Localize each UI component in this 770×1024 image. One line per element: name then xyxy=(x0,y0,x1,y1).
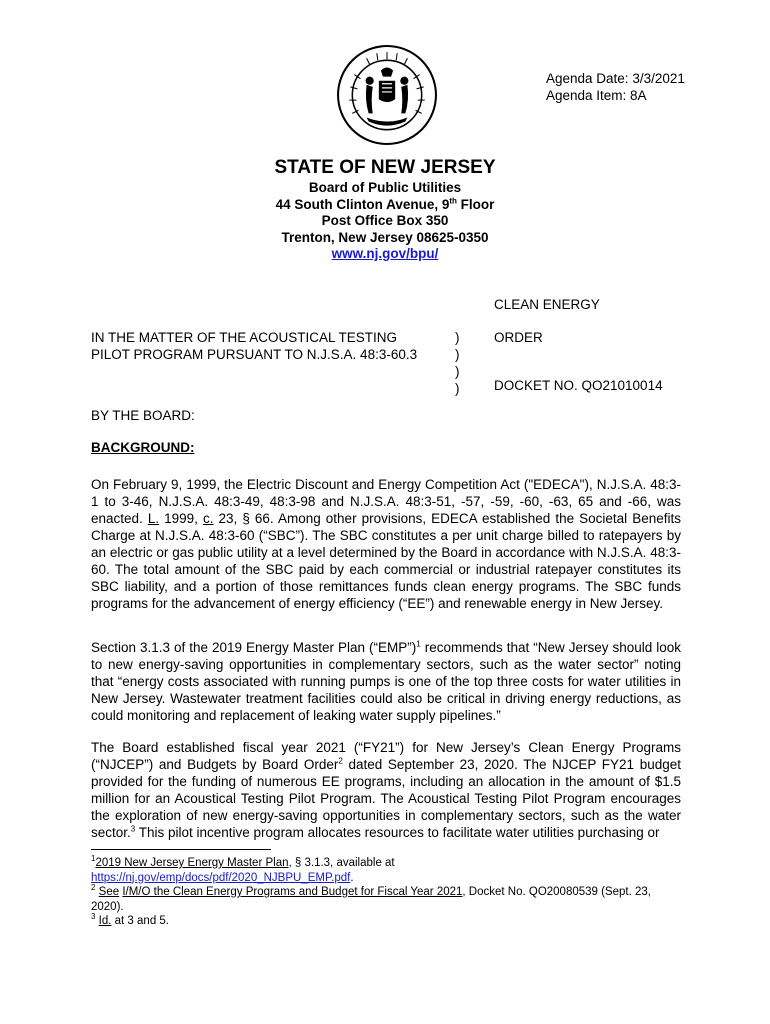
website-link[interactable]: www.nj.gov/bpu/ xyxy=(331,246,439,261)
category-label: CLEAN ENERGY xyxy=(494,297,600,312)
board-name: Board of Public Utilities xyxy=(308,180,462,195)
footnote-divider xyxy=(91,849,271,850)
caption-parentheses: ) ) ) ) xyxy=(455,330,460,396)
po-box: Post Office Box 350 xyxy=(321,213,449,228)
emp-pdf-link[interactable]: https://nj.gov/emp/docs/pdf/2020_NJBPU_EMP.pdf xyxy=(91,871,351,884)
matter-line-2: PILOT PROGRAM PURSUANT TO N.J.S.A. 48:3-60.3 xyxy=(91,347,418,362)
by-the-board: BY THE BOARD: xyxy=(91,408,195,423)
letterhead xyxy=(0,156,770,263)
matter-caption xyxy=(91,329,417,363)
docket-number: DOCKET NO. QO21010014 xyxy=(494,378,663,393)
state-title: STATE OF NEW JERSEY xyxy=(274,157,496,178)
footnote-2: $^2$ See I/M/O the Clean Energy Programs and Budget for Fiscal Year 2021, Docket No. QO20080539 (Sept. 23, 2020). xyxy=(91,883,651,913)
paragraph-emp: Section 3.1.3 of the 2019 Energy Master Plan (“EMP”)$^1$ recommends that “New Jersey should look to new energy-saving opportunities in complementary sectors, such as the water sector” noting that “energy costs associated with running pumps is one of the top three costs for water utilities in New Jersey. Wastewater treatment facilities could also be critical in driving energy reductions, as could monitoring and replacement of leaking water supply pipelines.” xyxy=(91,639,681,723)
order-label: ORDER xyxy=(494,330,543,345)
paragraph-edeca: On February 9, 1999, the Electric Discount and Energy Competition Act ("EDECA"), N.J.S.A. 48:3-1 to 3-46, N.J.S.A. 48:3-49, 48:3-98 and N.J.S.A. 48:3-51, -57, -59, -60, -63, 65 and -66, was enacted. L. 1999, c. 23, § 66. Among other provisions, EDECA established the Societal Benefits Charge at N.J.S.A. 48:3-60 (“SBC”). The SBC constitutes a per unit charge billed to ratepayers by an electric or gas public utility at a level determined by the Board in accordance with N.J.S.A. 48:3-60. The total amount of the SBC paid by each commercial or industrial ratepayer constitutes its SBC liability, and a portion of those remittances funds clean energy programs. The SBC funds programs for the advancement of energy efficiency (“EE”) and renewable energy in New Jersey. xyxy=(91,477,681,611)
footnotes: $^1$2019 New Jersey Energy Master Plan, § 3.1.3, available at https://nj.gov/emp/docs/pdf/2020_NJBPU_EMP.pdf. $^2$ See I/M/O the Clean Energy Programs and Budget for Fiscal Year 2021, Docket No. QO20080539 (Sept. 23, 2020). $^3$ Id. at 3 and 5. xyxy=(91,856,681,929)
footnote-1: $^1$2019 New Jersey Energy Master Plan, § 3.1.3, available at xyxy=(91,854,395,869)
agenda-date: Agenda Date: 3/3/2021 xyxy=(546,71,685,86)
state-seal-icon xyxy=(336,44,438,146)
city-address: Trenton, New Jersey 08625-0350 xyxy=(281,229,489,245)
agenda-info xyxy=(546,70,685,104)
matter-line-1: IN THE MATTER OF THE ACOUSTICAL TESTING xyxy=(91,330,398,345)
footnote-3: $^3$ Id. at 3 and 5. xyxy=(91,912,169,927)
street-address: 44 South Clinton Avenue, 9th Floor xyxy=(275,196,495,212)
paragraph-fy21: The Board established fiscal year 2021 (“FY21”) for New Jersey’s Clean Energy Programs (“NJCEP”) and Budgets by Board Order$^2$ dated September 23, 2020. The NJCEP FY21 budget provided for the funding of numerous EE programs, including an allocation in the amount of $1.5 million for an Acoustical Testing Pilot Program. The Acoustical Testing Pilot Program encourages the exploration of new energy-saving opportunities in complementary sectors, such as the water sector.$^3$ This pilot incentive program allocates resources to facilitate water utilities purchasing or xyxy=(91,740,681,840)
agenda-item: Agenda Item: 8A xyxy=(546,88,647,103)
background-heading: BACKGROUND: xyxy=(91,440,195,455)
